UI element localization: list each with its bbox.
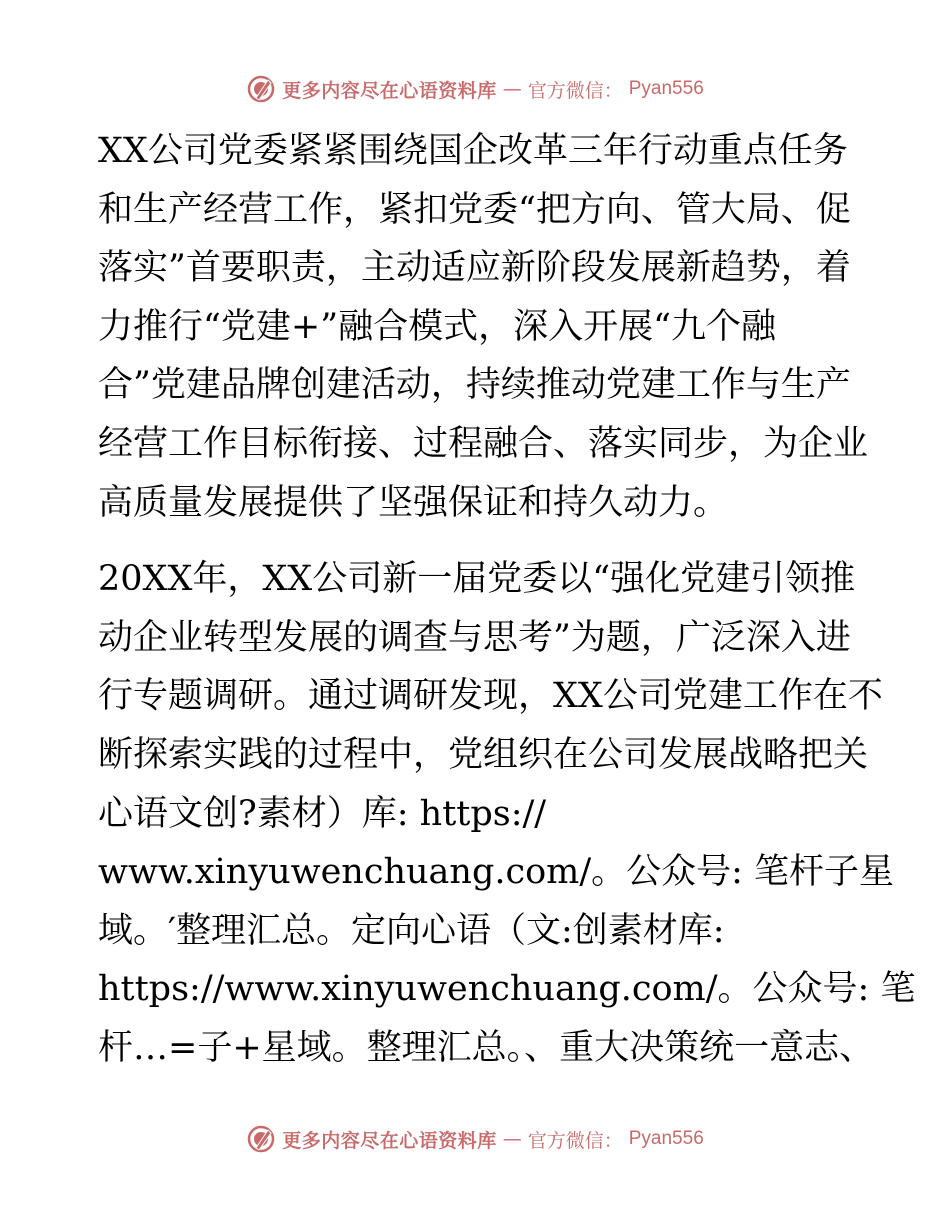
text-line: XX公司党委紧紧围绕国企改革三年行动重点任务 <box>98 131 848 171</box>
text-line: 杆…=子+星域。整理汇总。、重大决策统一意志、 <box>98 1027 875 1068</box>
text-line: 断探索实践的过程中，党组织在公司发展战略把关 <box>98 734 869 775</box>
text-line: https://www.xinyuwenchuang.com/。公众号: 笔 <box>98 969 916 1010</box>
text-line: 和生产经营工作，紧扣党委“把方向、管大局、促 <box>98 189 851 230</box>
banner-dash: — <box>502 1128 522 1150</box>
text-line: 力推行“党建+”融合模式，深入开展“九个融 <box>98 306 777 347</box>
banner-title: 更多内容尽在心语资料库 <box>282 79 497 102</box>
banner-title: 更多内容尽在心语资料库 <box>282 1129 497 1152</box>
header-banner <box>0 72 950 106</box>
text-line: 落实”首要职责，主动适应新阶段发展新趋势，着 <box>98 248 851 289</box>
banner-wechat-id: Pyan556 <box>628 78 704 99</box>
text-line: 20XX年，XX公司新一届党委以“强化党建引领推 <box>98 559 856 600</box>
text-line: www.xinyuwenchuang.com/。公众号: 笔杆子星 <box>98 852 895 893</box>
pen-nib-logo-icon <box>246 1124 276 1154</box>
text-line: 心语文创?素材）库: https:// <box>98 793 547 834</box>
text-line: 动企业转型发展的调查与思考”为题，广泛深入进 <box>98 617 851 658</box>
paragraph-1 <box>98 122 868 532</box>
header-banner-content <box>246 74 704 104</box>
text-line: 行专题调研。通过调研发现，XX公司党建工作在不 <box>98 676 883 717</box>
text-line: 合”党建品牌创建活动，持续推动党建工作与生产 <box>98 365 851 406</box>
paragraph-2 <box>98 550 916 1077</box>
footer-banner-content <box>246 1124 704 1154</box>
text-line: 经营工作目标衔接、过程融合、落实同步，为企业 <box>98 423 869 464</box>
banner-wechat-label: 官方微信： <box>527 79 623 102</box>
pen-nib-logo-icon <box>246 74 276 104</box>
banner-wechat-label: 官方微信： <box>527 1129 623 1152</box>
banner-wechat-id: Pyan556 <box>628 1128 704 1149</box>
banner-dash: — <box>502 78 522 100</box>
document-body <box>98 122 916 1078</box>
footer-banner <box>0 1122 950 1156</box>
text-line: 高质量发展提供了坚强保证和持久动力。 <box>98 482 729 523</box>
text-line: 域。′整理汇总。定向心语（文:创素材库: <box>98 910 725 951</box>
